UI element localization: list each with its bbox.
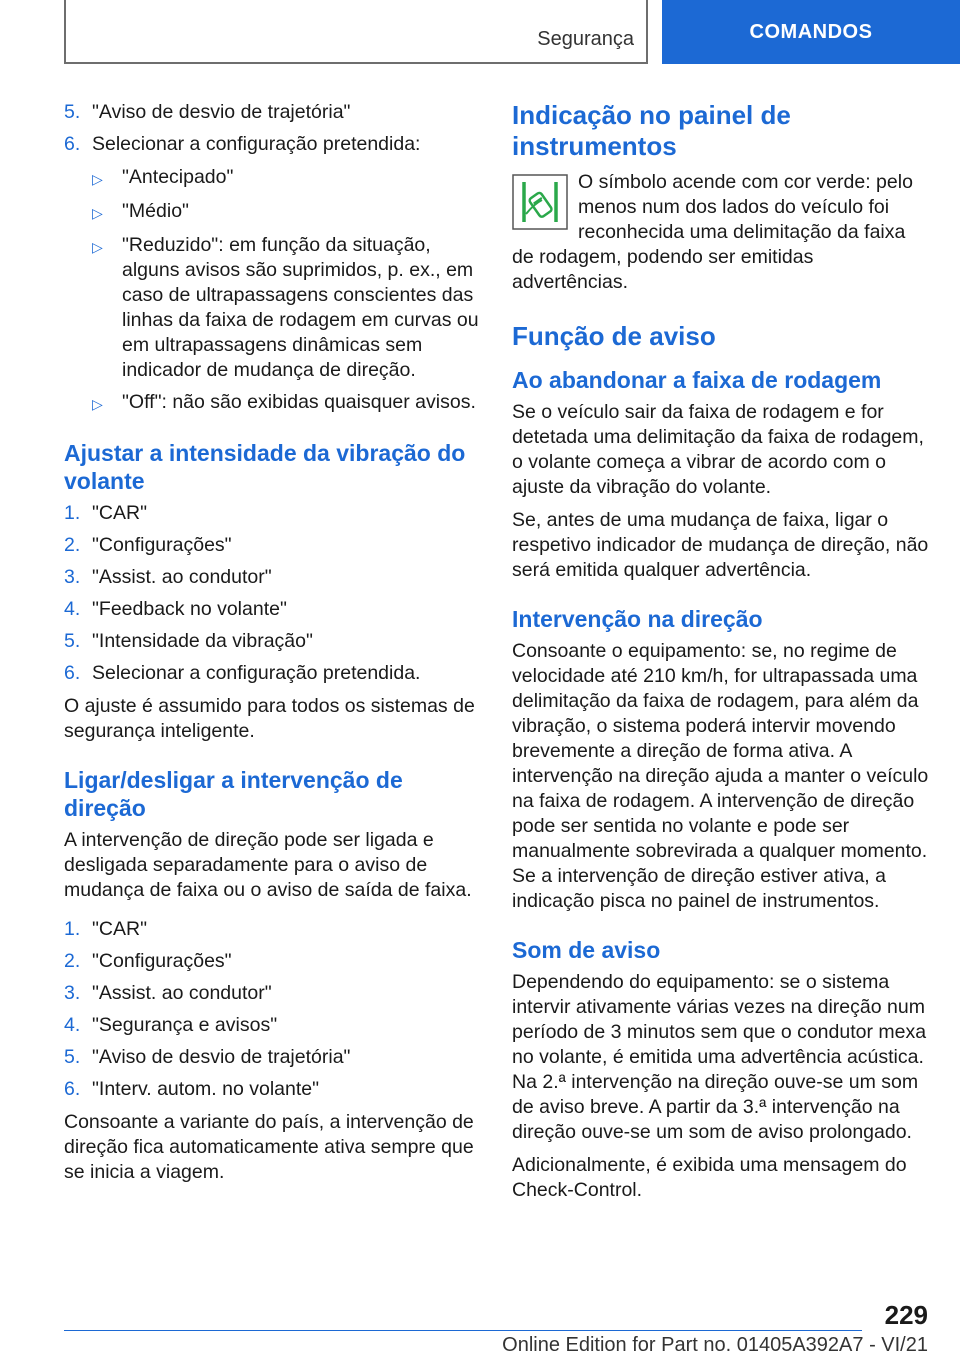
triangle-bullet-icon: ▷ xyxy=(92,205,103,221)
list-number: 1. xyxy=(64,502,81,524)
footer-divider xyxy=(64,1330,862,1331)
paragraph-leave-1: Se o veículo sair da faixa de rodagem e for detetada uma delimitação da faixa de rodagem, o volante começa a vibrar de acordo com o ajuste da vibração do volante. xyxy=(512,401,924,498)
list-item xyxy=(64,981,480,1006)
heading-leaving-lane: Ao abandonar a faixa de rodagem xyxy=(512,367,882,393)
right-column xyxy=(512,100,930,1211)
list-number: 6. xyxy=(64,133,81,155)
list-number: 6. xyxy=(64,662,81,684)
paragraph-sound-2: Adicionalmente, é exibida uma mensagem do Check-Control. xyxy=(512,1154,907,1201)
list-number: 1. xyxy=(64,918,81,940)
list-item xyxy=(64,100,480,125)
list-item xyxy=(64,165,480,192)
triangle-bullet-icon: ▷ xyxy=(92,171,103,187)
list-item xyxy=(64,565,480,590)
triangle-bullet-icon: ▷ xyxy=(92,239,103,255)
list-number: 5. xyxy=(64,101,81,123)
list-text: "Antecipado" xyxy=(122,166,234,188)
list-text: "Médio" xyxy=(122,200,189,222)
options-list xyxy=(64,165,480,417)
list-item xyxy=(64,597,480,622)
list-number: 5. xyxy=(64,1046,81,1068)
list-item xyxy=(64,949,480,974)
heading-vibration-intensity: Ajustar a intensidade da vibração do volante xyxy=(64,440,466,494)
heading-steering-intervention: Intervenção na direção xyxy=(512,606,763,632)
list-number: 5. xyxy=(64,630,81,652)
list-number: 4. xyxy=(64,1014,81,1036)
list-number: 3. xyxy=(64,982,81,1004)
list-text: "Feedback no volante" xyxy=(92,598,287,620)
list-item xyxy=(64,917,480,942)
list-number: 6. xyxy=(64,1078,81,1100)
paragraph-leave-2: Se, antes de uma mudança de faixa, ligar o respetivo indicador de mudança de direção, não será emitida qualquer advertência. xyxy=(512,509,929,581)
list-item xyxy=(64,233,480,383)
list-item xyxy=(64,533,480,558)
heading-toggle-intervention: Ligar/desligar a intervenção de direção xyxy=(64,767,403,821)
header-section-title: Segurança xyxy=(537,28,634,50)
header-box xyxy=(64,0,648,64)
lane-keeping-svg xyxy=(512,174,568,230)
list-text: "Aviso de desvio de trajetória" xyxy=(92,1046,351,1068)
list-text: Selecionar a configuração pretendida: xyxy=(92,133,421,155)
list-number: 2. xyxy=(64,950,81,972)
list-item xyxy=(64,1013,480,1038)
list-item xyxy=(64,390,480,417)
list-number: 3. xyxy=(64,566,81,588)
steps-list-2 xyxy=(64,501,480,686)
list-text: "Configurações" xyxy=(92,534,232,556)
list-text: "Assist. ao condutor" xyxy=(92,982,272,1004)
steps-list-1 xyxy=(64,100,480,157)
list-item xyxy=(64,1077,480,1102)
list-text: "Interv. autom. no volante" xyxy=(92,1078,320,1100)
heading-instrument-display: Indicação no painel de instrumentos xyxy=(512,100,791,161)
left-column xyxy=(64,100,480,1193)
paragraph-sound-1: Dependendo do equipamento: se o sistema intervir ativamente várias vezes na direção num período de 3 minutos sem que o condutor mexa no volante, é emitida uma advertência acústica. Na 2.ª intervenção na direção ouve-se um som de aviso breve. A partir da 3.ª intervenção na direção ouve-se um som de aviso prolongado. xyxy=(512,971,927,1143)
lane-keeping-green-icon xyxy=(512,174,568,235)
list-text: "Off": não são exibidas quaisquer avisos. xyxy=(122,391,476,413)
paragraph-adjust: O ajuste é assumido para todos os sistemas de segurança inteligente. xyxy=(64,695,475,742)
list-number: 2. xyxy=(64,534,81,556)
list-text: "Aviso de desvio de trajetória" xyxy=(92,101,351,123)
list-item xyxy=(64,1045,480,1070)
footer-edition: Online Edition for Part no. 01405A392A7 - VI/21 xyxy=(502,1334,928,1356)
paragraph-display: O símbolo acende com cor verde: pelo menos num dos lados do veículo foi reconhecida uma delimitação da faixa de rodagem, podendo ser emitidas advertências. xyxy=(512,171,913,293)
heading-warning-sound: Som de aviso xyxy=(512,937,661,963)
list-text: "Configurações" xyxy=(92,950,232,972)
list-text: "Assist. ao condutor" xyxy=(92,566,272,588)
list-item xyxy=(64,661,480,686)
list-number: 4. xyxy=(64,598,81,620)
list-text: "CAR" xyxy=(92,918,148,940)
list-item xyxy=(64,629,480,654)
list-item xyxy=(64,132,480,157)
list-item xyxy=(64,501,480,526)
list-text: "Reduzido": em função da situação, alguns avisos são suprimidos, p. ex., em caso de ultrapassagens conscientes das linhas da faixa de rodagem em curvas ou em ultrapassagens dinâmicas sem indicador de mudança de direção. xyxy=(122,234,479,381)
page-number: 229 xyxy=(884,1300,928,1330)
paragraph-intervention: Consoante o equipamento: se, no regime de velocidade até 210 km/h, for ultrapassada uma delimitação da faixa de rodagem, para além da vibração, o sistema poderá intervir movendo brevemente a direção de forma ativa. A intervenção na direção ajuda a manter o veículo na faixa de rodagem. A intervenção de direção pode ser sentida no volante e pode ser manualmente sobrevirada a qualquer momento. Se a intervenção de direção estiver ativa, a indicação pisca no painel de instrumentos. xyxy=(512,640,929,912)
display-block xyxy=(512,170,930,295)
list-text: Selecionar a configuração pretendida. xyxy=(92,662,421,684)
steps-list-3 xyxy=(64,917,480,1102)
paragraph-toggle: A intervenção de direção pode ser ligada e desligada separadamente para o aviso de mudança de faixa ou o aviso de saída de faixa. xyxy=(64,829,472,901)
header-tab-label: COMANDOS xyxy=(749,20,873,43)
triangle-bullet-icon: ▷ xyxy=(92,396,103,412)
list-text: "Intensidade da vibração" xyxy=(92,630,313,652)
list-item xyxy=(64,199,480,226)
paragraph-country: Consoante a variante do país, a intervenção de direção fica automaticamente ativa sempre que se inicia a viagem. xyxy=(64,1111,474,1183)
heading-warning-function: Função de aviso xyxy=(512,321,716,351)
list-text: "CAR" xyxy=(92,502,148,524)
list-text: "Segurança e avisos" xyxy=(92,1014,278,1036)
header-tab-comandos[interactable] xyxy=(662,0,960,64)
